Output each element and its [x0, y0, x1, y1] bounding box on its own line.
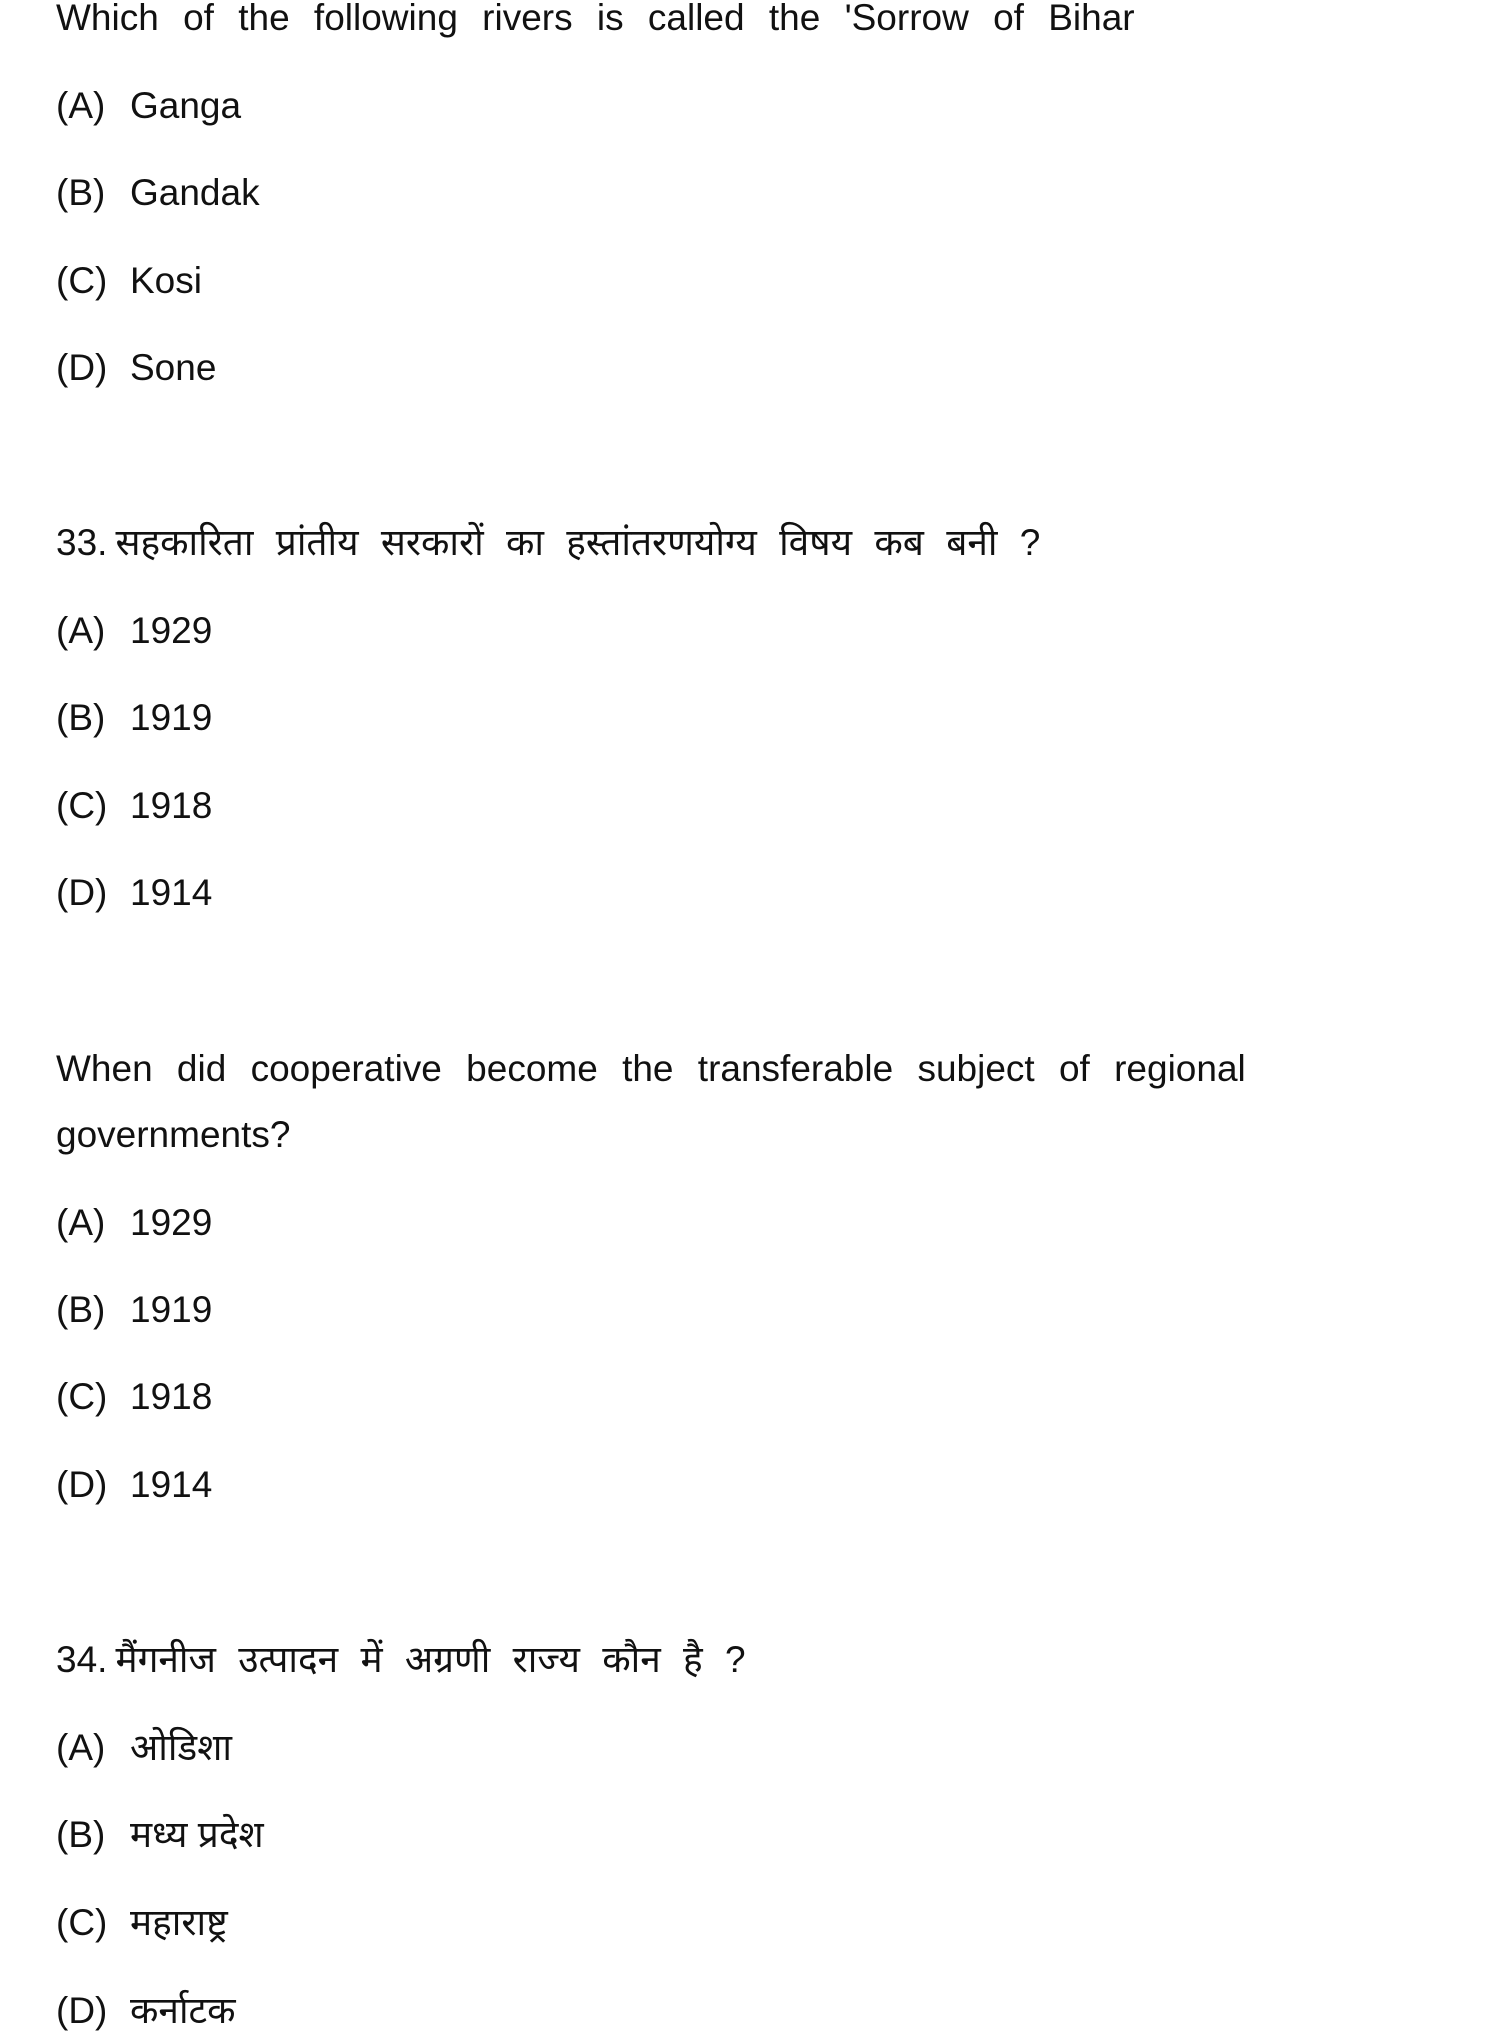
option-a: [56, 609, 212, 653]
option-text: 1919: [130, 1289, 213, 1330]
option-letter: (D): [56, 347, 108, 388]
option-text: 1919: [130, 697, 213, 738]
question-text-hindi: [56, 521, 1040, 565]
option-text: महाराष्ट्र: [130, 1902, 228, 1943]
option-letter: (B): [56, 172, 106, 213]
option-b: [56, 696, 212, 740]
option-letter: (D): [56, 1990, 108, 2031]
option-b: [56, 171, 260, 215]
question-text: When did cooperative become the transferable subject of regional: [56, 1048, 1246, 1089]
option-text: मध्य प्रदेश: [130, 1814, 264, 1855]
question-number: 34.: [56, 1639, 108, 1680]
option-text: 1914: [130, 872, 213, 913]
option-letter: (C): [56, 260, 108, 301]
question-body: सहकारिता प्रांतीय सरकारों का हस्तांतरणयोग्य विषय कब बनी ?: [115, 522, 1041, 563]
option-text: Ganga: [130, 85, 242, 126]
option-b: [56, 1813, 264, 1857]
option-c: [56, 1901, 228, 1945]
option-a: [56, 1201, 212, 1245]
option-text: 1918: [130, 785, 213, 826]
option-letter: (C): [56, 1376, 108, 1417]
option-text: Kosi: [130, 260, 202, 301]
option-text: 1929: [130, 610, 213, 651]
option-text: 1929: [130, 1202, 213, 1243]
question-text-continued: governments?: [56, 1114, 291, 1155]
option-d: [56, 346, 216, 390]
option-d: [56, 1989, 236, 2033]
option-text: 1914: [130, 1464, 213, 1505]
option-letter: (B): [56, 1814, 106, 1855]
question-number: 33.: [56, 522, 108, 563]
question-text: Which of the following rivers is called the 'Sorrow of Bihar: [56, 0, 1135, 38]
option-b: [56, 1288, 212, 1332]
option-a: [56, 84, 241, 128]
option-letter: (A): [56, 85, 106, 126]
option-letter: (A): [56, 1202, 106, 1243]
option-letter: (D): [56, 1464, 108, 1505]
question-text-hindi: [56, 1638, 746, 1682]
option-text: 1918: [130, 1376, 213, 1417]
option-letter: (C): [56, 785, 108, 826]
option-c: [56, 1375, 212, 1419]
option-c: [56, 259, 202, 303]
option-letter: (C): [56, 1902, 108, 1943]
option-letter: (A): [56, 610, 106, 651]
option-c: [56, 784, 212, 828]
option-letter: (B): [56, 697, 106, 738]
option-letter: (B): [56, 1289, 106, 1330]
option-letter: (D): [56, 872, 108, 913]
option-letter: (A): [56, 1727, 106, 1768]
option-text: ओडिशा: [130, 1727, 232, 1768]
option-a: [56, 1726, 232, 1770]
option-d: [56, 871, 212, 915]
option-text: Sone: [130, 347, 217, 388]
option-text: कर्नाटक: [130, 1990, 236, 2031]
question-body: मैंगनीज उत्पादन में अग्रणी राज्य कौन है ?: [115, 1639, 746, 1680]
option-text: Gandak: [130, 172, 260, 213]
option-d: [56, 1463, 212, 1507]
